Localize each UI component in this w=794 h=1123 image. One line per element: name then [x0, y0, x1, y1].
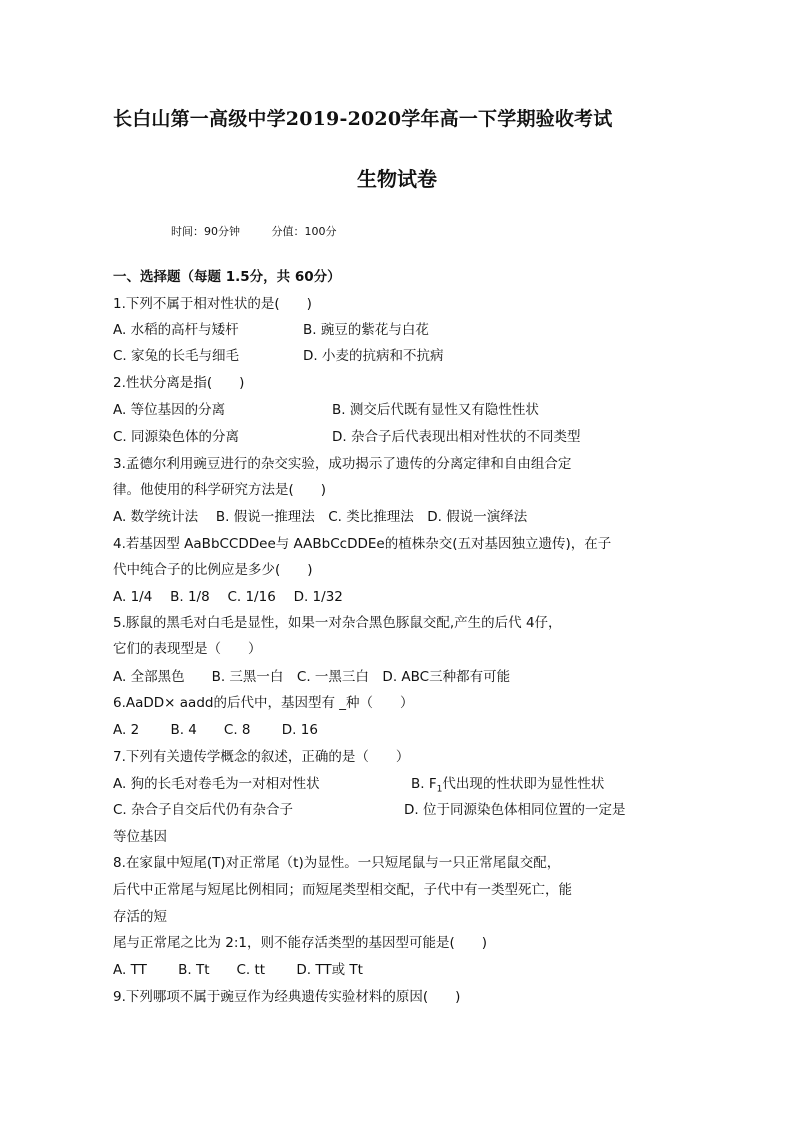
option-a: A. 等位基因的分离	[113, 402, 226, 418]
question-8-options: A. TT B. Tt C. tt D. TT或 Tt	[113, 962, 363, 978]
option-b-subscript: 1	[436, 784, 443, 795]
question-3-line1: 3.孟德尔利用豌豆进行的杂交实验，成功揭示了遗传的分离定律和自由组合定	[113, 456, 572, 472]
exam-score: 分值：100分	[271, 225, 337, 238]
question-7-option-d-cont: 等位基因	[113, 829, 167, 845]
question-6: 6.AaDD× aadd的后代中，基因型有 _种（ ）	[113, 695, 414, 711]
option-d: D. 位于同源染色体相同位置的一定是	[404, 802, 626, 818]
question-5-line2: 它们的表现型是（ ）	[113, 641, 262, 657]
exam-time: 时间：90分钟	[171, 225, 240, 238]
option-b-prefix: B. F	[411, 776, 437, 792]
question-9: 9.下列哪项不属于豌豆作为经典遗传实验材料的原因( )	[113, 989, 461, 1005]
question-2: 2.性状分离是指( )	[113, 375, 245, 391]
question-8-line4: 尾与正常尾之比为 2:1，则不能存活类型的基因型可能是( )	[113, 935, 488, 951]
question-7: 7.下列有关遗传学概念的叙述，正确的是（ ）	[113, 749, 410, 765]
option-b	[411, 775, 604, 799]
question-6-options: A. 2 B. 4 C. 8 D. 16	[113, 722, 318, 738]
question-8-line3: 存活的短	[113, 909, 167, 925]
section-heading: 一、选择题（每题 1.5分，共 60分）	[113, 269, 341, 285]
option-b: B. 豌豆的紫花与白花	[303, 322, 429, 338]
exam-title: 长白山第一高级中学2019-2020学年高一下学期验收考试	[113, 108, 613, 130]
question-8-line1: 8.在家鼠中短尾(T)对正常尾（t)为显性。一只短尾鼠与一只正常尾鼠交配，	[113, 855, 561, 871]
question-8-line2: 后代中正常尾与短尾比例相同；而短尾类型相交配，子代中有一类型死亡，能	[113, 882, 572, 898]
option-b-text: 代出现的性状即为显性性状	[442, 776, 605, 792]
option-a: A. 狗的长毛对卷毛为一对相对性状	[113, 776, 320, 792]
question-3-line2: 律。他使用的科学研究方法是( )	[113, 482, 327, 498]
question-5-line1: 5.豚鼠的黑毛对白毛是显性，如果一对杂合黑色豚鼠交配,产生的后代 4仔，	[113, 615, 562, 631]
question-4-line1: 4.若基因型 AaBbCCDDee与 AABbCcDDEe的植株杂交(五对基因独立遗传)，在子	[113, 536, 612, 552]
option-a: A. 水稻的高杆与矮杆	[113, 322, 239, 338]
option-c: C. 杂合子自交后代仍有杂合子	[113, 802, 294, 818]
option-c: C. 家兔的长毛与细毛	[113, 348, 240, 364]
question-1: 1.下列不属于相对性状的是( )	[113, 296, 312, 312]
question-5-options: A. 全部黑色 B. 三黑一白 C. 一黑三白 D. ABC三种都有可能	[113, 669, 511, 685]
option-d: D. 杂合子后代表现出相对性状的不同类型	[332, 429, 581, 445]
exam-meta	[171, 223, 337, 239]
option-d: D. 小麦的抗病和不抗病	[303, 348, 444, 364]
exam-subtitle: 生物试卷	[357, 167, 437, 191]
question-4-options: A. 1/4 B. 1/8 C. 1/16 D. 1/32	[113, 589, 343, 605]
question-3-options: A. 数学统计法 B. 假说一推理法 C. 类比推理法 D. 假说一演绎法	[113, 509, 528, 525]
option-c: C. 同源染色体的分离	[113, 429, 240, 445]
option-b: B. 测交后代既有显性又有隐性性状	[332, 402, 539, 418]
question-4-line2: 代中纯合子的比例应是多少( )	[113, 562, 313, 578]
